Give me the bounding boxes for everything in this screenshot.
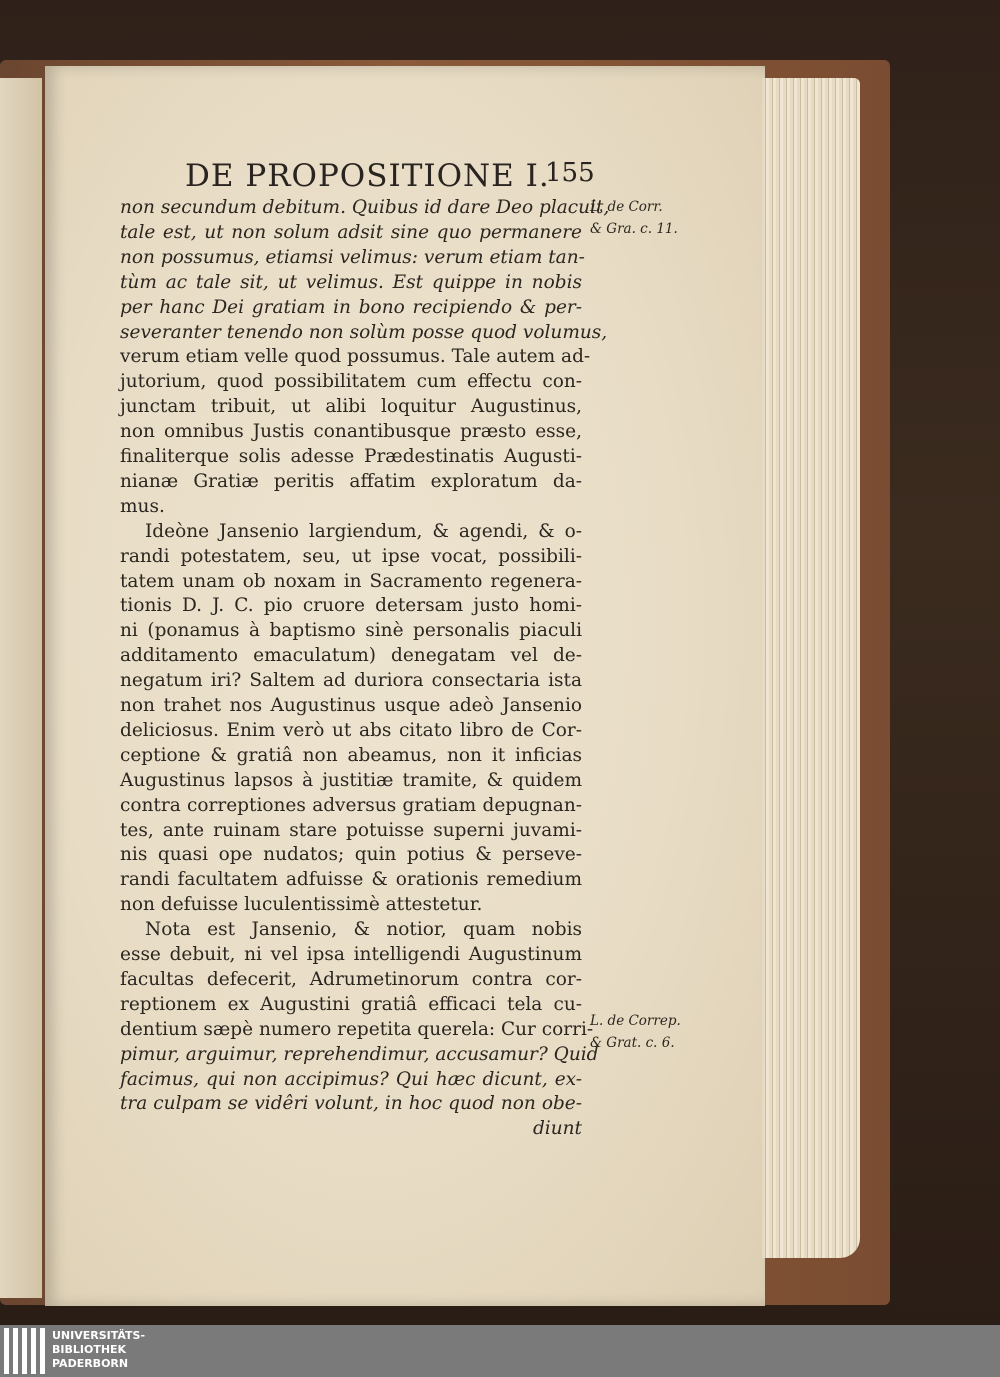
text-line: ni (ponamus à baptismo sinè personalis piaculi [120, 620, 582, 642]
text-line: tatem unam ob noxam in Sacramento regenera- [120, 570, 582, 592]
text-line: non possumus, etiamsi velimus: verum etiam tan- [120, 246, 585, 268]
text-line: Nota est Jansenio, & notior, quam nobis [145, 919, 582, 941]
text-line: ceptione & gratiâ non abeamus, non it inficias [120, 744, 582, 766]
logo-line: PADERBORN [52, 1357, 129, 1370]
text-line: verum etiam velle quod possumus. Tale autem ad- [120, 346, 591, 368]
text-line: tes, ante ruinam stare potuisse superni juvami- [120, 819, 582, 841]
margin-note-line: & Gra. c. 11. [590, 221, 678, 237]
text-line: non defuisse luculentissimè attestetur. [120, 894, 483, 916]
margin-note [590, 1010, 681, 1054]
running-head [185, 158, 595, 198]
text-line: junctam tribuit, ut alibi loquitur Augustinus, [120, 396, 582, 418]
margin-note-line: L. de Corr. [590, 199, 663, 215]
library-logo-text [52, 1329, 145, 1371]
text-line: facimus, qui non accipimus? Qui hæc dicunt, ex- [120, 1068, 582, 1090]
running-title: DE PROPOSITIONE I. [185, 158, 550, 194]
text-line: negatum iri? Saltem ad duriora consectaria ista [120, 670, 582, 692]
facing-page-edge [0, 78, 42, 1298]
text-line: nis quasi ope nudatos; quin potius & perseve- [120, 844, 582, 866]
text-line: contra correptiones adversus gratiam depugnan- [120, 794, 582, 816]
text-line: per hanc Dei gratiam in bono recipiendo & per- [120, 296, 582, 318]
text-line: facultas defecerit, Adrumetinorum contra cor- [120, 968, 582, 990]
margin-note [590, 196, 678, 240]
text-line: non secundum debitum. Quibus id dare Deo placuit, [120, 197, 610, 218]
text-line: tùm ac tale sit, ut velimus. Est quippe in nobis [120, 271, 582, 293]
text-line: tale est, ut non solum adsit sine quo permanere [120, 221, 582, 243]
text-line: esse debuit, ni vel ipsa intelligendi Augustinum [120, 944, 582, 965]
text-line: nianæ Gratiæ peritis affatim exploratum da- [120, 470, 582, 492]
text-line: jutorium, quod possibilitatem cum effectu con- [120, 371, 582, 393]
page-edges [762, 78, 860, 1258]
text-line: tionis D. J. C. pio cruore detersam justo homi- [120, 595, 582, 617]
text-line: deliciosus. Enim verò ut abs citato libro de Cor- [120, 719, 582, 741]
library-logo-icon [4, 1328, 46, 1374]
text-line: non trahet nos Augustinus usque adeò Jansenio [120, 695, 582, 716]
text-line: randi facultatem adfuisse & orationis remedium [120, 869, 582, 891]
text-line: diunt [532, 1118, 582, 1140]
text-line: Ideòne Jansenio largiendum, & agendi, & o- [145, 520, 582, 542]
library-footer [0, 1325, 1000, 1377]
text-line: Augustinus lapsos à justitiæ tramite, & quidem [120, 769, 582, 791]
logo-line: UNIVERSITÄTS- [52, 1329, 146, 1342]
text-line: non omnibus Justis conantibusque præsto esse, [120, 421, 582, 443]
text-line: tra culpam se vidêri volunt, in hoc quod non obe- [120, 1093, 582, 1115]
text-line: severanter tenendo non solùm posse quod volumus, [120, 321, 608, 343]
logo-line: BIBLIOTHEK [52, 1343, 127, 1356]
text-line: pimur, arguimur, reprehendimur, accusamur? Quid [120, 1043, 599, 1065]
text-line: additamento emaculatum) denegatam vel de- [120, 645, 582, 667]
text-line: randi potestatem, seu, ut ipse vocat, possibili- [120, 545, 582, 567]
text-line: dentium sæpè numero repetita querela: Cur corri- [120, 1018, 594, 1040]
text-line: reptionem ex Augustini gratiâ efficaci tela cu- [120, 993, 582, 1015]
margin-note-line: & Grat. c. 6. [590, 1035, 675, 1051]
text-line: finaliterque solis adesse Prædestinatis Augusti- [120, 446, 582, 467]
text-line: mus. [120, 495, 165, 517]
page-number: 155 [545, 158, 595, 188]
margin-note-line: L. de Correp. [590, 1013, 681, 1029]
